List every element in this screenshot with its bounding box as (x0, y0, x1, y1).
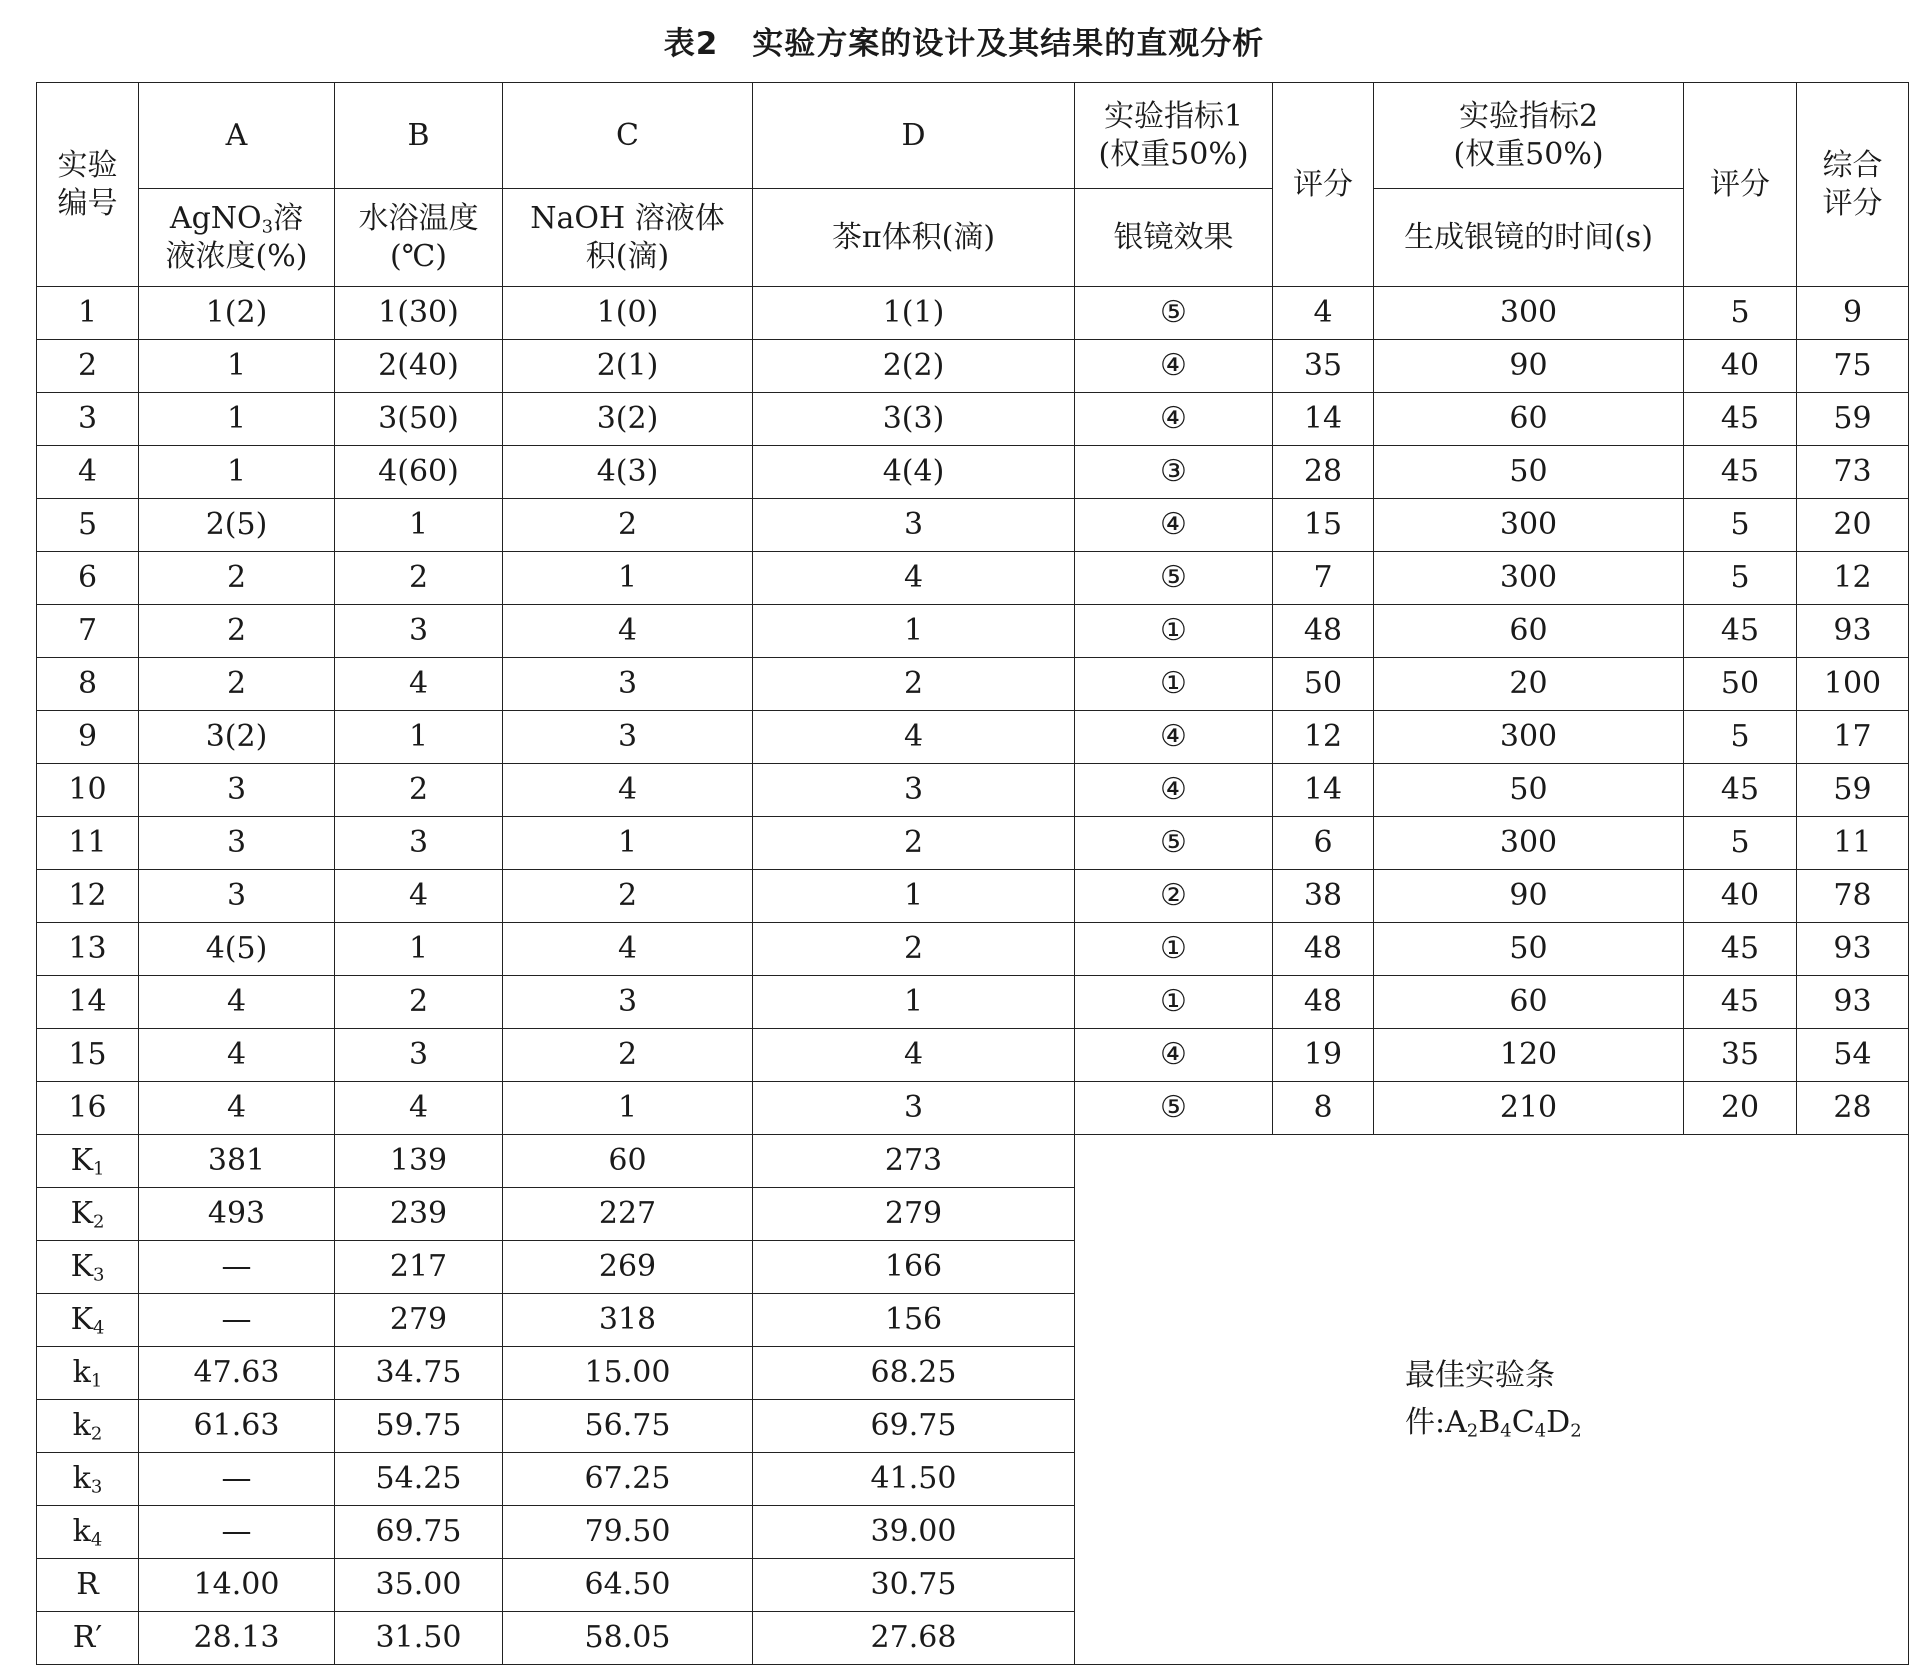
cell-d-value: 3 (753, 1082, 1075, 1135)
cell-total-value: 20 (1797, 499, 1909, 552)
summary-a-value: 493 (139, 1188, 335, 1241)
summary-row (37, 1135, 1909, 1188)
best-factor-level: 2 (1466, 1420, 1479, 1441)
cell-c-value: 1 (503, 552, 753, 605)
header-b-sub-text: 水浴温度(℃) (358, 201, 479, 274)
cell-total-value: 93 (1797, 976, 1909, 1029)
cell-b-value: 2 (335, 976, 503, 1029)
cell-score-1-value: 14 (1273, 393, 1374, 446)
cell-c-value: 1 (503, 817, 753, 870)
cell-a-value: 2 (139, 658, 335, 711)
cell-c-value: 2 (503, 870, 753, 923)
cell-b-value: 4 (335, 658, 503, 711)
summary-d-value: 156 (753, 1294, 1075, 1347)
cell-trial-no: 14 (37, 976, 139, 1029)
header-indicator-2 (1374, 83, 1684, 189)
best-factor-level: 4 (1534, 1420, 1547, 1441)
cell-c-value: 1 (503, 1082, 753, 1135)
cell-a-value: 4 (139, 1082, 335, 1135)
cell-c-value: 3 (503, 658, 753, 711)
header-a: A (139, 83, 335, 189)
cell-score-2-value: 40 (1684, 870, 1797, 923)
header-indicator-2-sub: 生成银镜的时间(s) (1374, 189, 1684, 287)
cell-score-2-value: 5 (1684, 287, 1797, 340)
cell-d-value: 4(4) (753, 446, 1075, 499)
cell-total-value: 100 (1797, 658, 1909, 711)
summary-label (37, 1506, 139, 1559)
cell-indicator-2-value: 20 (1374, 658, 1684, 711)
cell-a-value: 3 (139, 764, 335, 817)
cell-indicator-1-value: ① (1075, 923, 1273, 976)
cell-score-2-value: 35 (1684, 1029, 1797, 1082)
header-indicator-1-line2: (权重50%) (1098, 136, 1249, 172)
cell-trial-no: 6 (37, 552, 139, 605)
cell-trial-no: 4 (37, 446, 139, 499)
header-a-sub-idx: 3 (261, 216, 274, 238)
cell-indicator-1-value: ④ (1075, 499, 1273, 552)
table-row (37, 870, 1909, 923)
cell-score-2-value: 5 (1684, 552, 1797, 605)
summary-label (37, 1612, 139, 1665)
summary-label-letter: K (70, 1196, 93, 1232)
header-b: B (335, 83, 503, 189)
cell-a-value: 1 (139, 393, 335, 446)
cell-indicator-2-value: 300 (1374, 499, 1684, 552)
cell-d-value: 4 (753, 552, 1075, 605)
summary-a-value: 61.63 (139, 1400, 335, 1453)
cell-d-value: 3 (753, 764, 1075, 817)
table-row (37, 1082, 1909, 1135)
summary-d-value: 30.75 (753, 1559, 1075, 1612)
cell-b-value: 2(40) (335, 340, 503, 393)
cell-trial-no: 13 (37, 923, 139, 976)
summary-label-index: 4 (92, 1317, 105, 1339)
cell-d-value: 2 (753, 923, 1075, 976)
summary-label (37, 1188, 139, 1241)
cell-score-2-value: 5 (1684, 711, 1797, 764)
header-a-sub-pre: AgNO (169, 201, 262, 236)
cell-c-value: 4 (503, 923, 753, 976)
summary-label-letter: k (72, 1461, 91, 1497)
summary-c-value: 318 (503, 1294, 753, 1347)
table-row (37, 605, 1909, 658)
summary-label-index: 3 (90, 1476, 103, 1498)
cell-d-value: 1(1) (753, 287, 1075, 340)
cell-indicator-1-value: ④ (1075, 764, 1273, 817)
cell-trial-no: 3 (37, 393, 139, 446)
header-indicator-1-line1: 实验指标1 (1103, 99, 1244, 134)
summary-d-value: 273 (753, 1135, 1075, 1188)
cell-score-1-value: 50 (1273, 658, 1374, 711)
best-factor-letter: D (1546, 1404, 1571, 1440)
cell-indicator-2-value: 60 (1374, 976, 1684, 1029)
cell-total-value: 11 (1797, 817, 1909, 870)
caption-number: 表2 (663, 26, 719, 62)
summary-b-value: 34.75 (335, 1347, 503, 1400)
summary-c-value: 67.25 (503, 1453, 753, 1506)
best-conditions-cell (1075, 1135, 1909, 1665)
summary-b-value: 139 (335, 1135, 503, 1188)
header-a-sub-text (159, 200, 315, 275)
cell-a-value: 3(2) (139, 711, 335, 764)
cell-b-value: 3(50) (335, 393, 503, 446)
summary-b-value: 239 (335, 1188, 503, 1241)
cell-indicator-1-value: ① (1075, 976, 1273, 1029)
summary-c-value: 58.05 (503, 1612, 753, 1665)
summary-a-value: — (139, 1241, 335, 1294)
cell-indicator-2-value: 300 (1374, 287, 1684, 340)
cell-b-value: 3 (335, 817, 503, 870)
cell-c-value: 2(1) (503, 340, 753, 393)
cell-b-value: 1 (335, 499, 503, 552)
best-conditions-text (1405, 1353, 1615, 1446)
cell-d-value: 2 (753, 817, 1075, 870)
cell-d-value: 3(3) (753, 393, 1075, 446)
cell-score-1-value: 4 (1273, 287, 1374, 340)
summary-a-value: — (139, 1294, 335, 1347)
cell-indicator-2-value: 60 (1374, 605, 1684, 658)
table-row (37, 340, 1909, 393)
cell-trial-no: 10 (37, 764, 139, 817)
cell-a-value: 1 (139, 446, 335, 499)
cell-score-2-value: 45 (1684, 446, 1797, 499)
summary-label-letter: k (72, 1514, 91, 1550)
summary-d-value: 68.25 (753, 1347, 1075, 1400)
cell-indicator-2-value: 300 (1374, 552, 1684, 605)
cell-d-value: 1 (753, 976, 1075, 1029)
summary-label (37, 1400, 139, 1453)
cell-total-value: 93 (1797, 923, 1909, 976)
cell-d-value: 2 (753, 658, 1075, 711)
table-body (37, 83, 1909, 1665)
cell-trial-no: 12 (37, 870, 139, 923)
cell-indicator-2-value: 50 (1374, 923, 1684, 976)
cell-c-value: 3(2) (503, 393, 753, 446)
table-caption (0, 18, 1928, 63)
best-factor-level: 4 (1500, 1420, 1512, 1441)
cell-score-1-value: 6 (1273, 817, 1374, 870)
summary-label (37, 1559, 139, 1612)
header-c-sub (503, 189, 753, 287)
cell-total-value: 59 (1797, 764, 1909, 817)
cell-d-value: 3 (753, 499, 1075, 552)
summary-b-value: 59.75 (335, 1400, 503, 1453)
table-row (37, 976, 1909, 1029)
summary-d-value: 166 (753, 1241, 1075, 1294)
table-row (37, 923, 1909, 976)
cell-indicator-1-value: ④ (1075, 393, 1273, 446)
header-d-sub: 茶π体积(滴) (753, 189, 1075, 287)
cell-total-value: 17 (1797, 711, 1909, 764)
cell-b-value: 1 (335, 923, 503, 976)
cell-indicator-1-value: ⑤ (1075, 287, 1273, 340)
cell-score-2-value: 50 (1684, 658, 1797, 711)
cell-score-1-value: 12 (1273, 711, 1374, 764)
cell-a-value: 3 (139, 817, 335, 870)
cell-score-2-value: 40 (1684, 340, 1797, 393)
summary-a-value: 381 (139, 1135, 335, 1188)
table-row (37, 499, 1909, 552)
cell-trial-no: 1 (37, 287, 139, 340)
cell-indicator-2-value: 50 (1374, 446, 1684, 499)
header-row-1 (37, 83, 1909, 189)
cell-total-value: 75 (1797, 340, 1909, 393)
summary-b-value: 279 (335, 1294, 503, 1347)
cell-trial-no: 9 (37, 711, 139, 764)
cell-a-value: 2 (139, 605, 335, 658)
header-d: D (753, 83, 1075, 189)
cell-c-value: 3 (503, 976, 753, 1029)
experiment-table (36, 82, 1909, 1665)
summary-c-value: 15.00 (503, 1347, 753, 1400)
header-total (1797, 83, 1909, 287)
header-c: C (503, 83, 753, 189)
summary-label (37, 1241, 139, 1294)
header-trial-text: 实验编号 (57, 148, 118, 221)
table-row (37, 552, 1909, 605)
cell-indicator-2-value: 50 (1374, 764, 1684, 817)
summary-c-value: 79.50 (503, 1506, 753, 1559)
cell-score-1-value: 48 (1273, 976, 1374, 1029)
cell-total-value: 54 (1797, 1029, 1909, 1082)
summary-label-index: 1 (90, 1370, 103, 1392)
cell-total-value: 12 (1797, 552, 1909, 605)
cell-a-value: 1(2) (139, 287, 335, 340)
summary-d-value: 69.75 (753, 1400, 1075, 1453)
cell-c-value: 2 (503, 1029, 753, 1082)
cell-d-value: 1 (753, 870, 1075, 923)
summary-b-value: 54.25 (335, 1453, 503, 1506)
table-row (37, 658, 1909, 711)
table-row (37, 1029, 1909, 1082)
cell-trial-no: 8 (37, 658, 139, 711)
cell-indicator-1-value: ⑤ (1075, 552, 1273, 605)
cell-indicator-1-value: ④ (1075, 1029, 1273, 1082)
summary-a-value: — (139, 1506, 335, 1559)
cell-b-value: 3 (335, 605, 503, 658)
cell-b-value: 2 (335, 552, 503, 605)
cell-score-2-value: 45 (1684, 393, 1797, 446)
cell-indicator-2-value: 120 (1374, 1029, 1684, 1082)
header-b-sub (335, 189, 503, 287)
cell-score-1-value: 48 (1273, 923, 1374, 976)
cell-c-value: 4(3) (503, 446, 753, 499)
table-row (37, 393, 1909, 446)
summary-label-index: 1 (92, 1158, 105, 1180)
cell-a-value: 4 (139, 1029, 335, 1082)
cell-total-value: 9 (1797, 287, 1909, 340)
summary-b-value: 31.50 (335, 1612, 503, 1665)
header-a-sub-post: 溶液浓度(%) (165, 201, 308, 274)
cell-d-value: 1 (753, 605, 1075, 658)
summary-a-value: — (139, 1453, 335, 1506)
cell-c-value: 4 (503, 605, 753, 658)
summary-label (37, 1135, 139, 1188)
cell-a-value: 2(5) (139, 499, 335, 552)
cell-trial-no: 16 (37, 1082, 139, 1135)
cell-total-value: 93 (1797, 605, 1909, 658)
summary-label-letter: K (70, 1143, 93, 1179)
summary-label-index: 2 (90, 1423, 103, 1445)
cell-a-value: 1 (139, 340, 335, 393)
summary-label-letter: k (72, 1355, 91, 1391)
header-indicator-1-sub: 银镜效果 (1075, 189, 1273, 287)
header-total-text: 综合评分 (1822, 148, 1883, 221)
cell-indicator-2-value: 210 (1374, 1082, 1684, 1135)
cell-indicator-1-value: ④ (1075, 340, 1273, 393)
summary-a-value: 28.13 (139, 1612, 335, 1665)
cell-c-value: 3 (503, 711, 753, 764)
cell-score-1-value: 48 (1273, 605, 1374, 658)
header-indicator-1 (1075, 83, 1273, 189)
table-row (37, 764, 1909, 817)
summary-d-value: 41.50 (753, 1453, 1075, 1506)
summary-label-letter: K (70, 1249, 93, 1285)
table-row (37, 446, 1909, 499)
header-indicator-2-line1: 实验指标2 (1458, 99, 1599, 134)
header-a-sub (139, 189, 335, 287)
cell-d-value: 2(2) (753, 340, 1075, 393)
cell-trial-no: 5 (37, 499, 139, 552)
cell-a-value: 4 (139, 976, 335, 1029)
cell-a-value: 3 (139, 870, 335, 923)
best-factor-letter: B (1478, 1404, 1501, 1440)
cell-indicator-2-value: 300 (1374, 817, 1684, 870)
header-score-1: 评分 (1273, 83, 1374, 287)
cell-a-value: 2 (139, 552, 335, 605)
summary-label-letter: k (72, 1408, 91, 1444)
header-score-2: 评分 (1684, 83, 1797, 287)
summary-label-letter: R′ (72, 1620, 103, 1656)
cell-d-value: 4 (753, 711, 1075, 764)
summary-label-index: 4 (90, 1529, 103, 1551)
header-indicator-2-line2: (权重50%) (1453, 136, 1604, 172)
summary-label (37, 1294, 139, 1347)
summary-d-value: 279 (753, 1188, 1075, 1241)
cell-indicator-2-value: 60 (1374, 393, 1684, 446)
cell-indicator-2-value: 90 (1374, 870, 1684, 923)
summary-label-letter: R (76, 1567, 99, 1603)
summary-label-index: 2 (92, 1211, 105, 1233)
summary-b-value: 217 (335, 1241, 503, 1294)
cell-total-value: 73 (1797, 446, 1909, 499)
cell-trial-no: 2 (37, 340, 139, 393)
header-row-2 (37, 189, 1909, 287)
summary-b-value: 69.75 (335, 1506, 503, 1559)
cell-score-2-value: 5 (1684, 499, 1797, 552)
cell-trial-no: 11 (37, 817, 139, 870)
cell-indicator-1-value: ① (1075, 658, 1273, 711)
cell-score-2-value: 5 (1684, 817, 1797, 870)
summary-c-value: 60 (503, 1135, 753, 1188)
cell-b-value: 2 (335, 764, 503, 817)
summary-label (37, 1347, 139, 1400)
summary-label-index: 3 (92, 1264, 105, 1286)
cell-indicator-1-value: ⑤ (1075, 817, 1273, 870)
cell-score-1-value: 15 (1273, 499, 1374, 552)
cell-trial-no: 7 (37, 605, 139, 658)
header-c-sub-text: NaOH 溶液体积(滴) (530, 201, 725, 274)
summary-c-value: 56.75 (503, 1400, 753, 1453)
summary-a-value: 47.63 (139, 1347, 335, 1400)
cell-indicator-1-value: ④ (1075, 711, 1273, 764)
cell-score-2-value: 20 (1684, 1082, 1797, 1135)
cell-score-1-value: 28 (1273, 446, 1374, 499)
cell-indicator-2-value: 90 (1374, 340, 1684, 393)
summary-d-value: 27.68 (753, 1612, 1075, 1665)
cell-total-value: 59 (1797, 393, 1909, 446)
cell-score-1-value: 14 (1273, 764, 1374, 817)
best-factor-letter: C (1511, 1404, 1535, 1440)
cell-c-value: 2 (503, 499, 753, 552)
cell-b-value: 1(30) (335, 287, 503, 340)
cell-indicator-1-value: ⑤ (1075, 1082, 1273, 1135)
table-row (37, 817, 1909, 870)
cell-trial-no: 15 (37, 1029, 139, 1082)
cell-indicator-2-value: 300 (1374, 711, 1684, 764)
summary-label (37, 1453, 139, 1506)
header-trial (37, 83, 139, 287)
cell-score-2-value: 45 (1684, 976, 1797, 1029)
summary-label-letter: K (70, 1302, 93, 1338)
cell-score-2-value: 45 (1684, 764, 1797, 817)
cell-score-1-value: 8 (1273, 1082, 1374, 1135)
best-factor-level: 2 (1570, 1420, 1582, 1441)
cell-score-1-value: 35 (1273, 340, 1374, 393)
cell-b-value: 4 (335, 1082, 503, 1135)
cell-total-value: 78 (1797, 870, 1909, 923)
summary-d-value: 39.00 (753, 1506, 1075, 1559)
table-row (37, 711, 1909, 764)
cell-c-value: 1(0) (503, 287, 753, 340)
cell-score-2-value: 45 (1684, 923, 1797, 976)
cell-score-2-value: 45 (1684, 605, 1797, 658)
summary-c-value: 227 (503, 1188, 753, 1241)
cell-c-value: 4 (503, 764, 753, 817)
table-row (37, 287, 1909, 340)
cell-score-1-value: 38 (1273, 870, 1374, 923)
best-factor-letter: A (1445, 1404, 1467, 1440)
summary-a-value: 14.00 (139, 1559, 335, 1612)
cell-score-1-value: 19 (1273, 1029, 1374, 1082)
caption-title: 实验方案的设计及其结果的直观分析 (752, 26, 1265, 62)
cell-indicator-1-value: ① (1075, 605, 1273, 658)
cell-a-value: 4(5) (139, 923, 335, 976)
cell-score-1-value: 7 (1273, 552, 1374, 605)
cell-b-value: 4 (335, 870, 503, 923)
cell-d-value: 4 (753, 1029, 1075, 1082)
cell-indicator-1-value: ③ (1075, 446, 1273, 499)
cell-b-value: 4(60) (335, 446, 503, 499)
cell-b-value: 1 (335, 711, 503, 764)
best-conditions-label: 最佳实验条件: (1405, 1358, 1555, 1440)
summary-c-value: 64.50 (503, 1559, 753, 1612)
summary-b-value: 35.00 (335, 1559, 503, 1612)
summary-c-value: 269 (503, 1241, 753, 1294)
cell-b-value: 3 (335, 1029, 503, 1082)
cell-indicator-1-value: ② (1075, 870, 1273, 923)
cell-total-value: 28 (1797, 1082, 1909, 1135)
